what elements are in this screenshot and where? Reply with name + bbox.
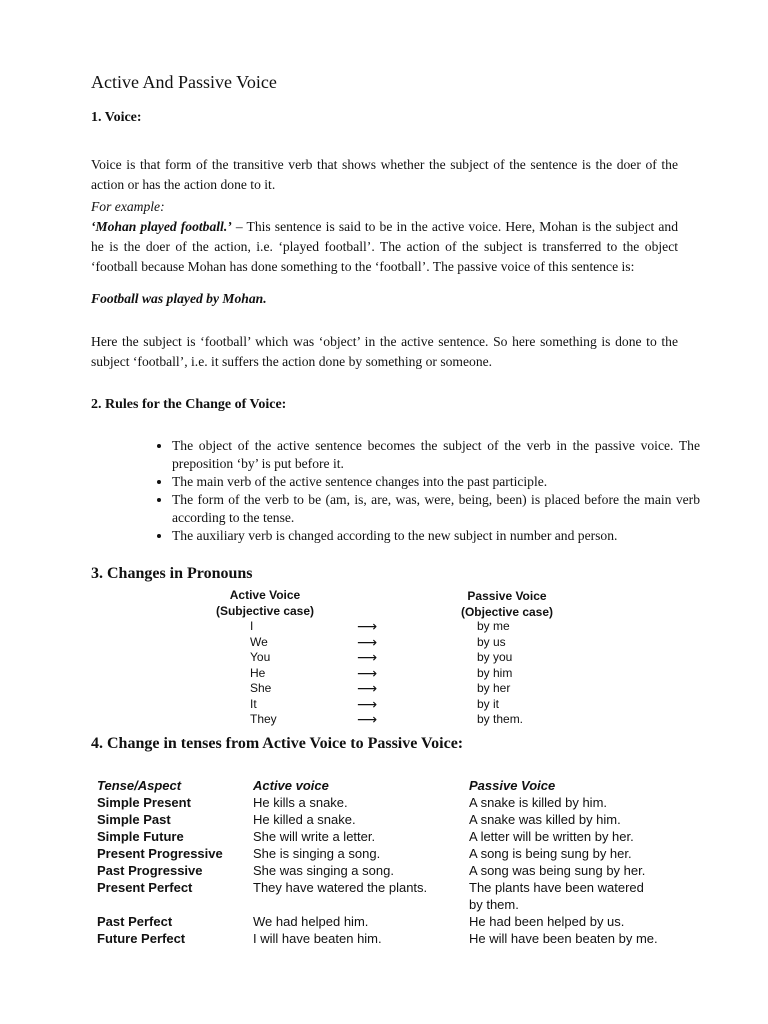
arrow-icon: ⟶ <box>357 618 378 634</box>
section-voice-heading: 1. Voice: <box>91 110 142 125</box>
active-sentence: We had helped him. <box>253 914 369 929</box>
arrow-icon: ⟶ <box>357 711 378 727</box>
example-label: For example: <box>91 199 165 214</box>
arrow-icon: ⟶ <box>357 695 378 712</box>
arrow-icon: ⟶ <box>357 680 378 696</box>
passive-voice-header: Passive Voice <box>469 778 556 793</box>
pronoun-active: I <box>250 619 254 633</box>
passive-voice-header: Passive Voice (Objective case) <box>460 589 554 619</box>
list-item: • The main verb of the active sentence changes into the past participle. <box>172 473 700 491</box>
active-sentence: He killed a snake. <box>253 812 356 827</box>
rules-list <box>150 437 700 545</box>
passive-voice-column <box>469 777 699 947</box>
pronoun-passive: by it <box>477 696 500 711</box>
pronoun-passive: by her <box>477 681 511 695</box>
pronoun-passive: by them. <box>477 712 524 726</box>
tense-name: Simple Future <box>97 829 184 844</box>
voice-definition: Voice is that form of the transitive verb that shows whether the subject of the sentence is the doer of the action or has the action done to it. <box>91 157 678 192</box>
document-title: Active And Passive Voice <box>91 72 277 92</box>
example-sentence: ‘Mohan played football.’ <box>91 219 232 234</box>
tense-name: Present Perfect <box>97 880 193 895</box>
tense-name: Present Progressive <box>97 846 223 861</box>
pronoun-active: She <box>250 681 272 695</box>
section-pronouns-heading: 3. Changes in Pronouns <box>91 565 253 582</box>
arrow-column <box>357 619 407 728</box>
pronoun-passive: by him <box>477 665 513 680</box>
tense-name <box>97 896 247 913</box>
pronoun-passive: by us <box>477 634 506 649</box>
active-voice-header: Active voice <box>253 778 329 793</box>
explanation-paragraph: Here the subject is ‘football’ which was ‘object’ in the active sentence. So here something is done to the subject ‘football’, i.e. it suffers the action done by something or someone. <box>91 334 678 369</box>
tense-column <box>97 777 247 947</box>
pronoun-passive: by you <box>477 650 513 664</box>
arrow-icon: ⟶ <box>357 649 378 665</box>
pronoun-active: They <box>250 712 277 726</box>
passive-sentence: A letter will be written by her. <box>469 829 634 844</box>
passive-sentence: A snake is killed by him. <box>469 795 608 810</box>
passive-sentence: He had been helped by us. <box>469 914 625 929</box>
pronoun-active: You <box>250 650 271 664</box>
active-sentence: She is singing a song. <box>253 846 381 861</box>
list-item: • The auxiliary verb is changed according to the new subject in number and person. <box>172 527 700 545</box>
list-item: • The form of the verb to be (am, is, are, was, were, being, been) is placed before the main verb according to the tense. <box>172 491 700 527</box>
active-sentence: They have watered the plants. <box>253 880 428 895</box>
passive-sentence: He will have been beaten by me. <box>469 931 658 946</box>
pronoun-passive: by me <box>477 619 510 633</box>
pronoun-active-column <box>250 619 340 728</box>
active-voice-column <box>253 777 463 947</box>
section-rules-heading: 2. Rules for the Change of Voice: <box>91 397 287 412</box>
section-tenses-heading: 4. Change in tenses from Active Voice to Passive Voice: <box>91 735 464 752</box>
active-sentence <box>253 896 463 913</box>
pronoun-active: We <box>250 634 268 649</box>
tense-name: Simple Past <box>97 812 171 827</box>
list-item: • The object of the active sentence becomes the subject of the verb in the passive voice. The preposition ‘by’ is put before it. <box>172 437 700 473</box>
active-sentence: He kills a snake. <box>253 795 348 810</box>
arrow-icon: ⟶ <box>357 664 378 681</box>
tense-header: Tense/Aspect <box>97 778 182 793</box>
active-sentence: She was singing a song. <box>253 863 394 878</box>
tense-name: Past Progressive <box>97 863 203 878</box>
passive-sentence: A song is being sung by her. <box>469 846 632 861</box>
passive-example: Football was played by Mohan. <box>91 291 267 306</box>
pronoun-passive-column <box>477 619 577 728</box>
example-text: – This sentence is said to be in the active voice. Here, Mohan is the subject and he is the doer of the action, i.e. ‘played football’. The action of the subject is transferred to the object ‘football because Mohan has done something to the ‘football’. The passive voice of this sentence is: <box>91 219 678 274</box>
pronoun-active: He <box>250 665 266 680</box>
active-sentence: I will have beaten him. <box>253 931 382 946</box>
arrow-icon: ⟶ <box>357 633 378 650</box>
passive-sentence: A snake was killed by him. <box>469 812 621 827</box>
pronoun-active: It <box>250 696 257 711</box>
passive-sentence: The plants have been watered <box>469 880 644 895</box>
active-voice-header: Active Voice (Subjective case) <box>215 588 315 618</box>
passive-sentence: by them. <box>469 897 519 912</box>
example-paragraph <box>91 217 678 277</box>
tense-name: Simple Present <box>97 795 191 810</box>
tense-name: Past Perfect <box>97 914 173 929</box>
active-sentence: She will write a letter. <box>253 829 376 844</box>
passive-sentence: A song was being sung by her. <box>469 863 646 878</box>
tense-name: Future Perfect <box>97 931 186 946</box>
